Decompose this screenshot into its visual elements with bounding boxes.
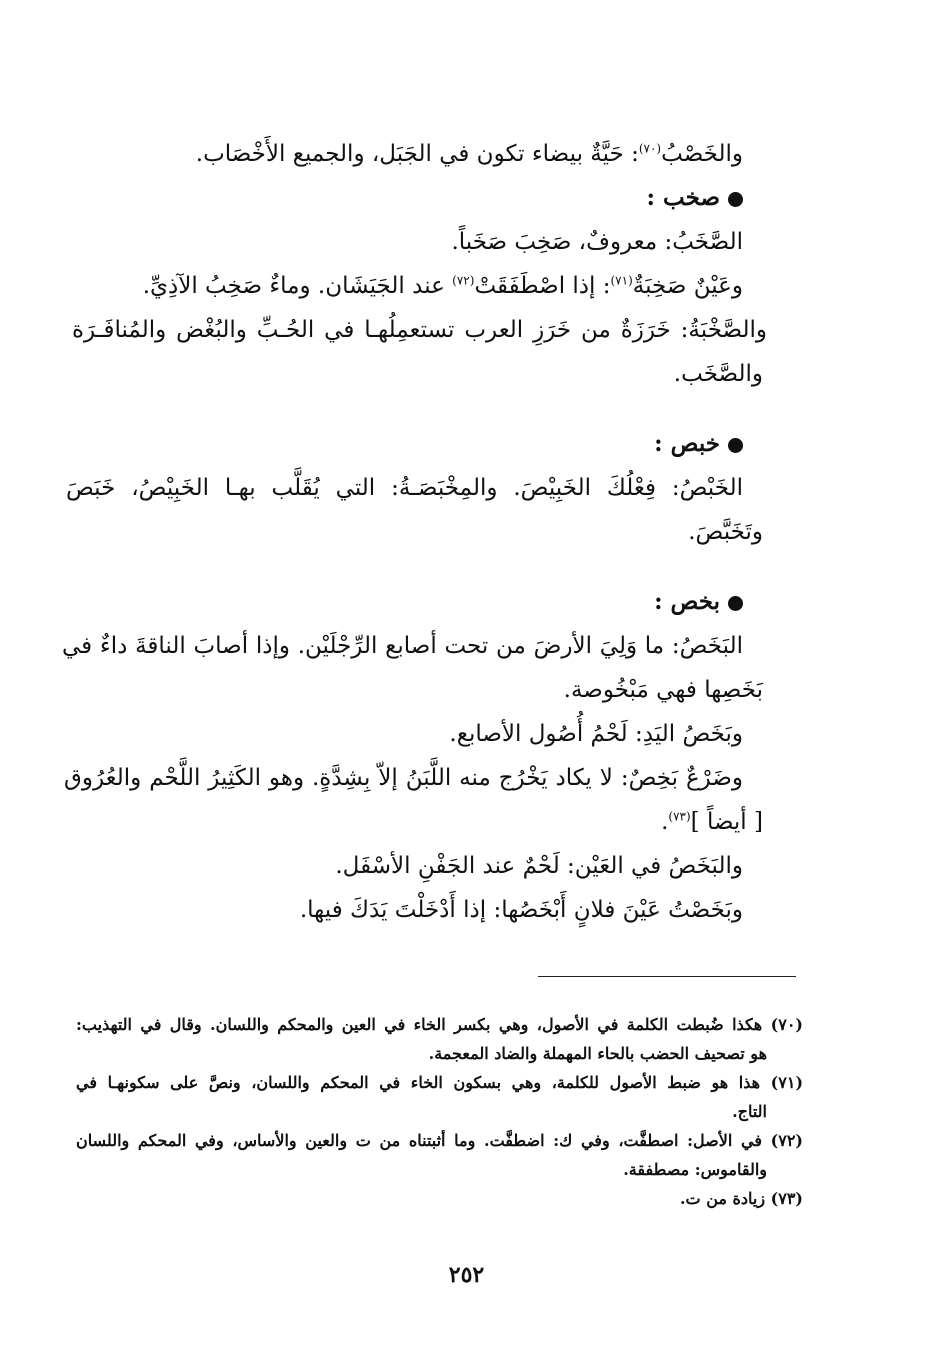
footnote-number: (٧١) <box>770 1073 804 1092</box>
text-line: الصَّخَبُ: معروفٌ، صَخِبَ صَخَباً. <box>451 229 743 255</box>
footnote-number: (٧٢) <box>770 1131 803 1150</box>
footnote-number: (٧٣) <box>770 1189 803 1208</box>
entry-word: والخَصْبُ <box>661 141 743 167</box>
bullet-icon <box>728 596 743 611</box>
root-heading: خبص : <box>72 422 743 466</box>
text-line: وبَخَصُ اليَدِ: لَحْمُ أُصُول الأصابع. <box>449 721 743 747</box>
root-heading: بخص : <box>72 580 743 624</box>
footnote-number: (٧٠) <box>770 1015 803 1034</box>
bullet-icon <box>728 438 743 453</box>
page-number: ٢٥٢ <box>448 1262 485 1288</box>
text-line: البَخَصُ: ما وَلِيَ الأرضَ من تحت أصابع الرِّجْلَيْن. وإذا أصابَ الناقةَ داءٌ في <box>62 633 743 659</box>
entry-definition: : حَيَّةٌ بيضاء تكون في الجَبَل، والجميع الأَخْصَاب. <box>195 141 639 167</box>
text-line: وبَخَصْتُ عَيْنَ فلانٍ أَبْخَصُها: إذا أَدْخَلْتَ يَدَكَ فيها. <box>299 897 743 923</box>
root-heading: صخب : <box>72 176 743 220</box>
text-line: وتَخَبَّصَ. <box>688 519 763 545</box>
text-line: والصَّخْبَةُ: خَرَزَةٌ من خَرَزِ العرب تستعمِلُهـا في الحُـبِّ والبُغْض والمُنافَـرَة <box>72 317 767 343</box>
main-text <box>62 132 767 932</box>
spacer <box>72 396 743 422</box>
footnote-ref[interactable]: (٧٣) <box>668 809 691 824</box>
footnote-ref[interactable]: (٧٢) <box>452 273 475 288</box>
footnotes <box>76 1010 803 1213</box>
footnote: (٧٣) زيادة من ت. <box>679 1189 803 1208</box>
footnote: (٧٠) هكذا ضُبطت الكلمة في الأصول، وهي بكسر الخاء في العين والمحكم واللسان. وقال في التهذيب: هو تصحيف الحضب بالحاء المهملة والضاد المعجمة. <box>76 1015 803 1063</box>
footnote-ref[interactable]: (٧١) <box>610 273 633 288</box>
text-line: [ أيضاً ]$^{(٧٣)}$. <box>661 809 763 835</box>
spacer <box>72 554 743 580</box>
text-line: والبَخَصُ في العَيْن: لَحْمٌ عند الجَفْنِ الأسْفَل. <box>335 853 743 879</box>
text-line: بَخَصِها فهي مَبْخُوصة. <box>563 677 763 703</box>
footnote: (٧١) هذا هو ضبط الأصول للكلمة، وهي بسكون الخاء في المحكم واللسان، ونصَّ على سكونهـا في التاج. <box>76 1073 804 1121</box>
text-line: وضَرْعٌ بَخِصٌ: لا يكاد يَخْرُج منه اللَّبَنُ إلاّ بِشِدَّةٍ. وهو الكَثِيرُ اللَّحْم والعُرُوق <box>64 765 743 791</box>
text-line: والصَّخَب. <box>673 361 763 387</box>
text-line: الخَبْصُ: فِعْلُكَ الخَبِيْصَ. والمِخْبَصَـةُ: التي يُقَلَّب بهـا الخَبِيْصُ، خَبَصَ <box>66 475 743 501</box>
footnote-ref[interactable]: (٧٠) <box>638 141 662 156</box>
text-line: وعَيْنٌ صَخِبَةٌ$^{(٧١)}$: إذا اصْطَفَقَتْ$^{(٧٢)}$ عند الجَيَشَان. وماءٌ صَخِبُ الآذِيِّ. <box>142 273 743 299</box>
bullet-icon <box>728 192 743 207</box>
footnote: (٧٢) في الأصل: اصطفَّت، وفي ك: اضطفَّت. وما أثبتناه من ت والعين والأساس، وفي المحكم واللسان والقاموس: مصطفقة. <box>76 1131 803 1179</box>
text-line <box>72 132 743 176</box>
footnote-divider <box>538 976 796 977</box>
